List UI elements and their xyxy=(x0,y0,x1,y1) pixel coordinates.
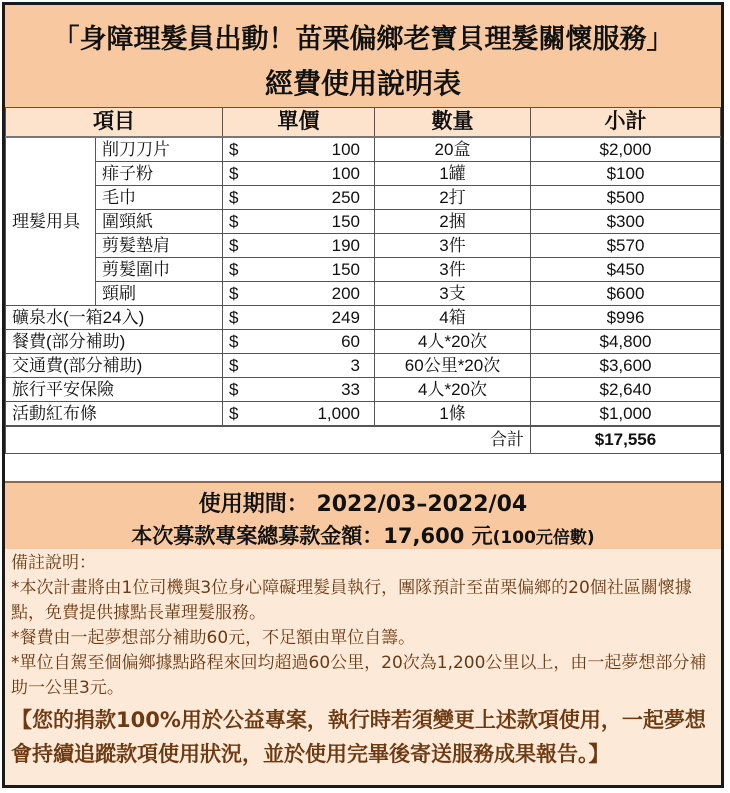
unit-price: $ 249 xyxy=(223,306,375,330)
table-row xyxy=(6,378,721,402)
unit-price: $ 60 xyxy=(223,330,375,354)
table-row xyxy=(6,330,721,354)
quantity: 4箱 xyxy=(375,306,531,330)
unit-price: $ 33 xyxy=(223,378,375,402)
donation-statement: 【您的捐款100%用於公益專案，執行時若須變更上述款項使用，一起夢想會持續追蹤款項使用狀況，並於使用完畢後寄送服務成果報告。】 xyxy=(11,708,706,766)
notes-heading: 備註說明： xyxy=(11,553,96,573)
quantity: 60公里*20次 xyxy=(375,354,531,378)
table-row xyxy=(6,306,721,330)
item-name: 餐費(部分補助) xyxy=(6,330,223,354)
table-row xyxy=(6,402,721,427)
header-price: 單價 xyxy=(223,108,375,138)
subtotal: $1,000 xyxy=(531,402,721,427)
quantity: 3件 xyxy=(375,258,531,282)
header-item: 項目 xyxy=(6,108,223,138)
quantity: 1條 xyxy=(375,402,531,427)
quantity: 4人*20次 xyxy=(375,330,531,354)
period-band xyxy=(5,481,721,551)
item-name: 剪髮圍巾 xyxy=(96,258,223,282)
header-qty: 數量 xyxy=(375,108,531,138)
table-row xyxy=(6,354,721,378)
table-header-row xyxy=(6,108,721,138)
subtotal: $570 xyxy=(531,234,721,258)
notes-section xyxy=(5,549,721,785)
unit-price: $ 1,000 xyxy=(223,402,375,427)
note-item: *餐費由一起夢想部分補助60元，不足額由單位自籌。 xyxy=(11,628,416,648)
project-title: 「身障理髮員出動！苗栗偏鄉老寶貝理髮關懷服務」 xyxy=(52,24,674,55)
subtotal: $600 xyxy=(531,282,721,306)
unit-price: $ 200 xyxy=(223,282,375,306)
category-label: 理髮用具 xyxy=(6,137,96,306)
usage-period: 使用期間： 2022/03–2022/04 xyxy=(198,492,528,517)
budget-table xyxy=(5,107,721,454)
quantity: 3支 xyxy=(375,282,531,306)
subtotal: $450 xyxy=(531,258,721,282)
unit-price: $ 190 xyxy=(223,234,375,258)
item-name: 旅行平安保險 xyxy=(6,378,223,402)
total-value: $17,556 xyxy=(531,426,721,454)
budget-sheet xyxy=(2,2,724,788)
subtotal: $2,640 xyxy=(531,378,721,402)
item-name: 圍頸紙 xyxy=(96,210,223,234)
item-name: 活動紅布條 xyxy=(6,402,223,427)
subtotal: $300 xyxy=(531,210,721,234)
quantity: 20盒 xyxy=(375,137,531,162)
table-row xyxy=(6,162,721,186)
title-band xyxy=(5,5,721,109)
fundraising-total: 本次募款專案總募款金額：17,600 元(100元倍數) xyxy=(131,524,595,548)
subtotal: $2,000 xyxy=(531,137,721,162)
table-row xyxy=(6,137,721,162)
subtotal: $4,800 xyxy=(531,330,721,354)
subtotal: $500 xyxy=(531,186,721,210)
unit-price: $ 250 xyxy=(223,186,375,210)
unit-price: $ 3 xyxy=(223,354,375,378)
item-name: 毛巾 xyxy=(96,186,223,210)
table-row xyxy=(6,258,721,282)
quantity: 4人*20次 xyxy=(375,378,531,402)
total-label: 合計 xyxy=(6,426,531,454)
subtotal: $996 xyxy=(531,306,721,330)
quantity: 2捆 xyxy=(375,210,531,234)
note-item: *單位自駕至個偏鄉據點路程來回均超過60公里，20次為1,200公里以上，由一起夢想部分補助一公里3元。 xyxy=(11,653,707,698)
unit-price: $ 100 xyxy=(223,162,375,186)
header-subtotal: 小計 xyxy=(531,108,721,138)
item-name: 痱子粉 xyxy=(96,162,223,186)
note-item: *本次計畫將由1位司機與3位身心障礙理髮員執行，團隊預計至苗栗偏鄉的20個社區關懷據點，免費提供據點長輩理髮服務。 xyxy=(11,578,692,623)
table-row xyxy=(6,234,721,258)
quantity: 1罐 xyxy=(375,162,531,186)
unit-price: $ 150 xyxy=(223,210,375,234)
item-name: 交通費(部分補助) xyxy=(6,354,223,378)
table-row xyxy=(6,282,721,306)
item-name: 頸刷 xyxy=(96,282,223,306)
quantity: 3件 xyxy=(375,234,531,258)
item-name: 削刀刀片 xyxy=(96,137,223,162)
item-name: 剪髮墊肩 xyxy=(96,234,223,258)
table-row xyxy=(6,210,721,234)
unit-price: $ 150 xyxy=(223,258,375,282)
item-name: 礦泉水(一箱24入) xyxy=(6,306,223,330)
quantity: 2打 xyxy=(375,186,531,210)
unit-price: $ 100 xyxy=(223,137,375,162)
subtotal: $100 xyxy=(531,162,721,186)
table-row xyxy=(6,186,721,210)
subtotal: $3,600 xyxy=(531,354,721,378)
sheet-title: 經費使用說明表 xyxy=(264,67,461,100)
total-row xyxy=(6,426,721,454)
